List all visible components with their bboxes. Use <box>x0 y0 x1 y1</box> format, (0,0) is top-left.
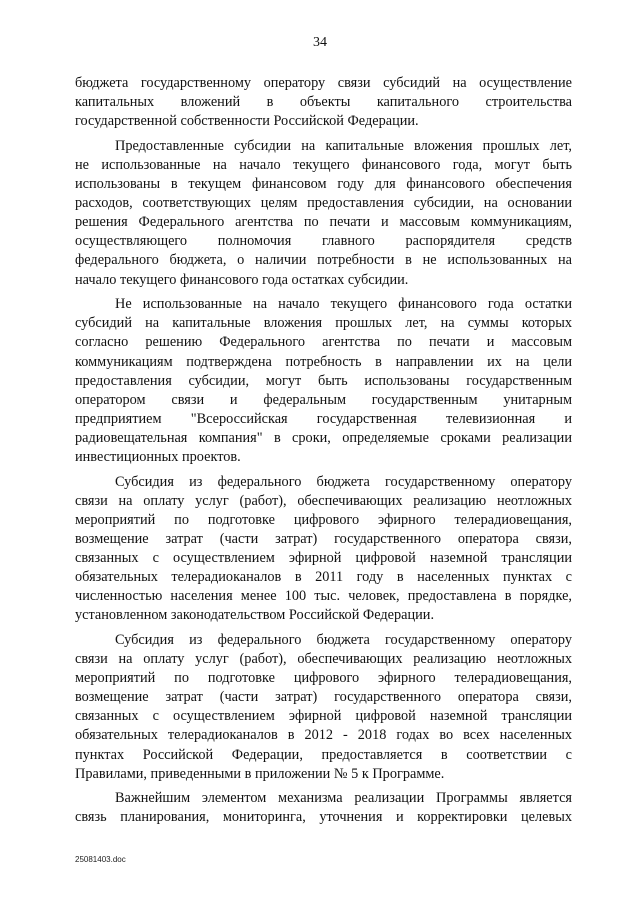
text-line: связанных с осуществлением эфирной цифровой наземной трансляции <box>75 708 572 725</box>
text-line: связь планирования, мониторинга, уточнения и корректировки целевых <box>75 809 572 826</box>
text-line: бюджета государственному оператору связи субсидий на осуществление <box>75 75 572 91</box>
text-line: субсидий на капитальные вложения прошлых лет, на суммы которых <box>75 315 572 332</box>
paragraph <box>75 789 572 827</box>
text-line: предприятием "Всероссийская государственная телевизионная и <box>75 410 572 427</box>
text-line: связи на оплату услуг (работ), обеспечивающих реализацию неотложных <box>75 651 572 668</box>
paragraph <box>75 295 572 467</box>
document-body <box>75 74 572 828</box>
paragraph <box>75 74 572 131</box>
text-line: Субсидия из федерального бюджета государственному оператору <box>115 632 572 648</box>
text-line: Правилами, приведенными в приложении № 5 к Программе. <box>75 765 445 782</box>
text-line: связи на оплату услуг (работ), обеспечивающих реализацию неотложных <box>75 492 572 509</box>
text-line: связанных с осуществлением эфирной цифровой наземной трансляции <box>75 550 572 567</box>
text-line: инвестиционных проектов. <box>75 448 241 465</box>
text-line: пунктах Российской Федерации, предоставляется в соответствии с <box>75 746 572 763</box>
text-line: начало текущего финансового года остатках субсидии. <box>75 271 409 288</box>
text-line: использованы в текущем финансовом году для финансового обеспечения <box>75 176 572 193</box>
text-line: Предоставленные субсидии на капитальные вложения прошлых лет, <box>115 137 572 154</box>
text-line: Субсидия из федерального бюджета государственному оператору <box>115 473 572 490</box>
text-line: решения Федерального агентства по печати и массовым коммуникациям, <box>75 214 572 231</box>
text-line: мероприятий по подготовке цифрового эфирного телерадиовещания, <box>75 511 572 528</box>
text-line: государственной собственности Российской Федерации. <box>75 113 419 130</box>
text-line: оператором связи и федеральным государственным унитарным <box>75 391 572 408</box>
paragraph <box>75 631 572 784</box>
text-line: возмещение затрат (части затрат) государственного оператора связи, <box>75 689 572 706</box>
text-line: установленном законодательством Российской Федерации. <box>75 607 435 624</box>
text-line: численностью населения менее 100 тыс. человек, предоставлена в порядке, <box>75 588 572 605</box>
text-line: обязательных телерадиоканалов в 2012 - 2018 годах во всех населенных <box>75 727 572 744</box>
text-line: расходов, соответствующих целям предоставления субсидии, на основании <box>75 195 572 212</box>
text-line: предоставления субсидии, могут быть использованы государственным <box>75 372 572 389</box>
text-line: обязательных телерадиоканалов в 2011 году в населенных пунктах с <box>75 569 572 586</box>
text-line: коммуникациям подтверждена потребность в направлении их на цели <box>75 353 572 370</box>
text-line: осуществляющего полномочия главного распорядителя средств <box>75 233 572 250</box>
text-line: не использованные на начало текущего финансового года, могут быть <box>75 156 572 173</box>
text-line: радиовещательная компания" в сроки, определяемые сроками реализации <box>75 429 572 446</box>
text-line: Важнейшим элементом механизма реализации Программы является <box>115 790 572 807</box>
document-filename: 25081403.doc <box>75 855 126 864</box>
page-number: 34 <box>313 35 327 50</box>
paragraph <box>75 473 572 626</box>
paragraph <box>75 137 572 290</box>
text-line: капитальных вложений в объекты капитального строительства <box>75 94 572 111</box>
text-line: Не использованные на начало текущего финансового года остатки <box>115 296 572 313</box>
text-line: мероприятий по подготовке цифрового эфирного телерадиовещания, <box>75 670 572 687</box>
text-line: возмещение затрат (части затрат) государственного оператора связи, <box>75 530 572 547</box>
text-line: федерального бюджета, о наличии потребности в не использованных на <box>75 252 572 269</box>
text-line: согласно решению Федерального агентства по печати и массовым <box>75 334 572 351</box>
